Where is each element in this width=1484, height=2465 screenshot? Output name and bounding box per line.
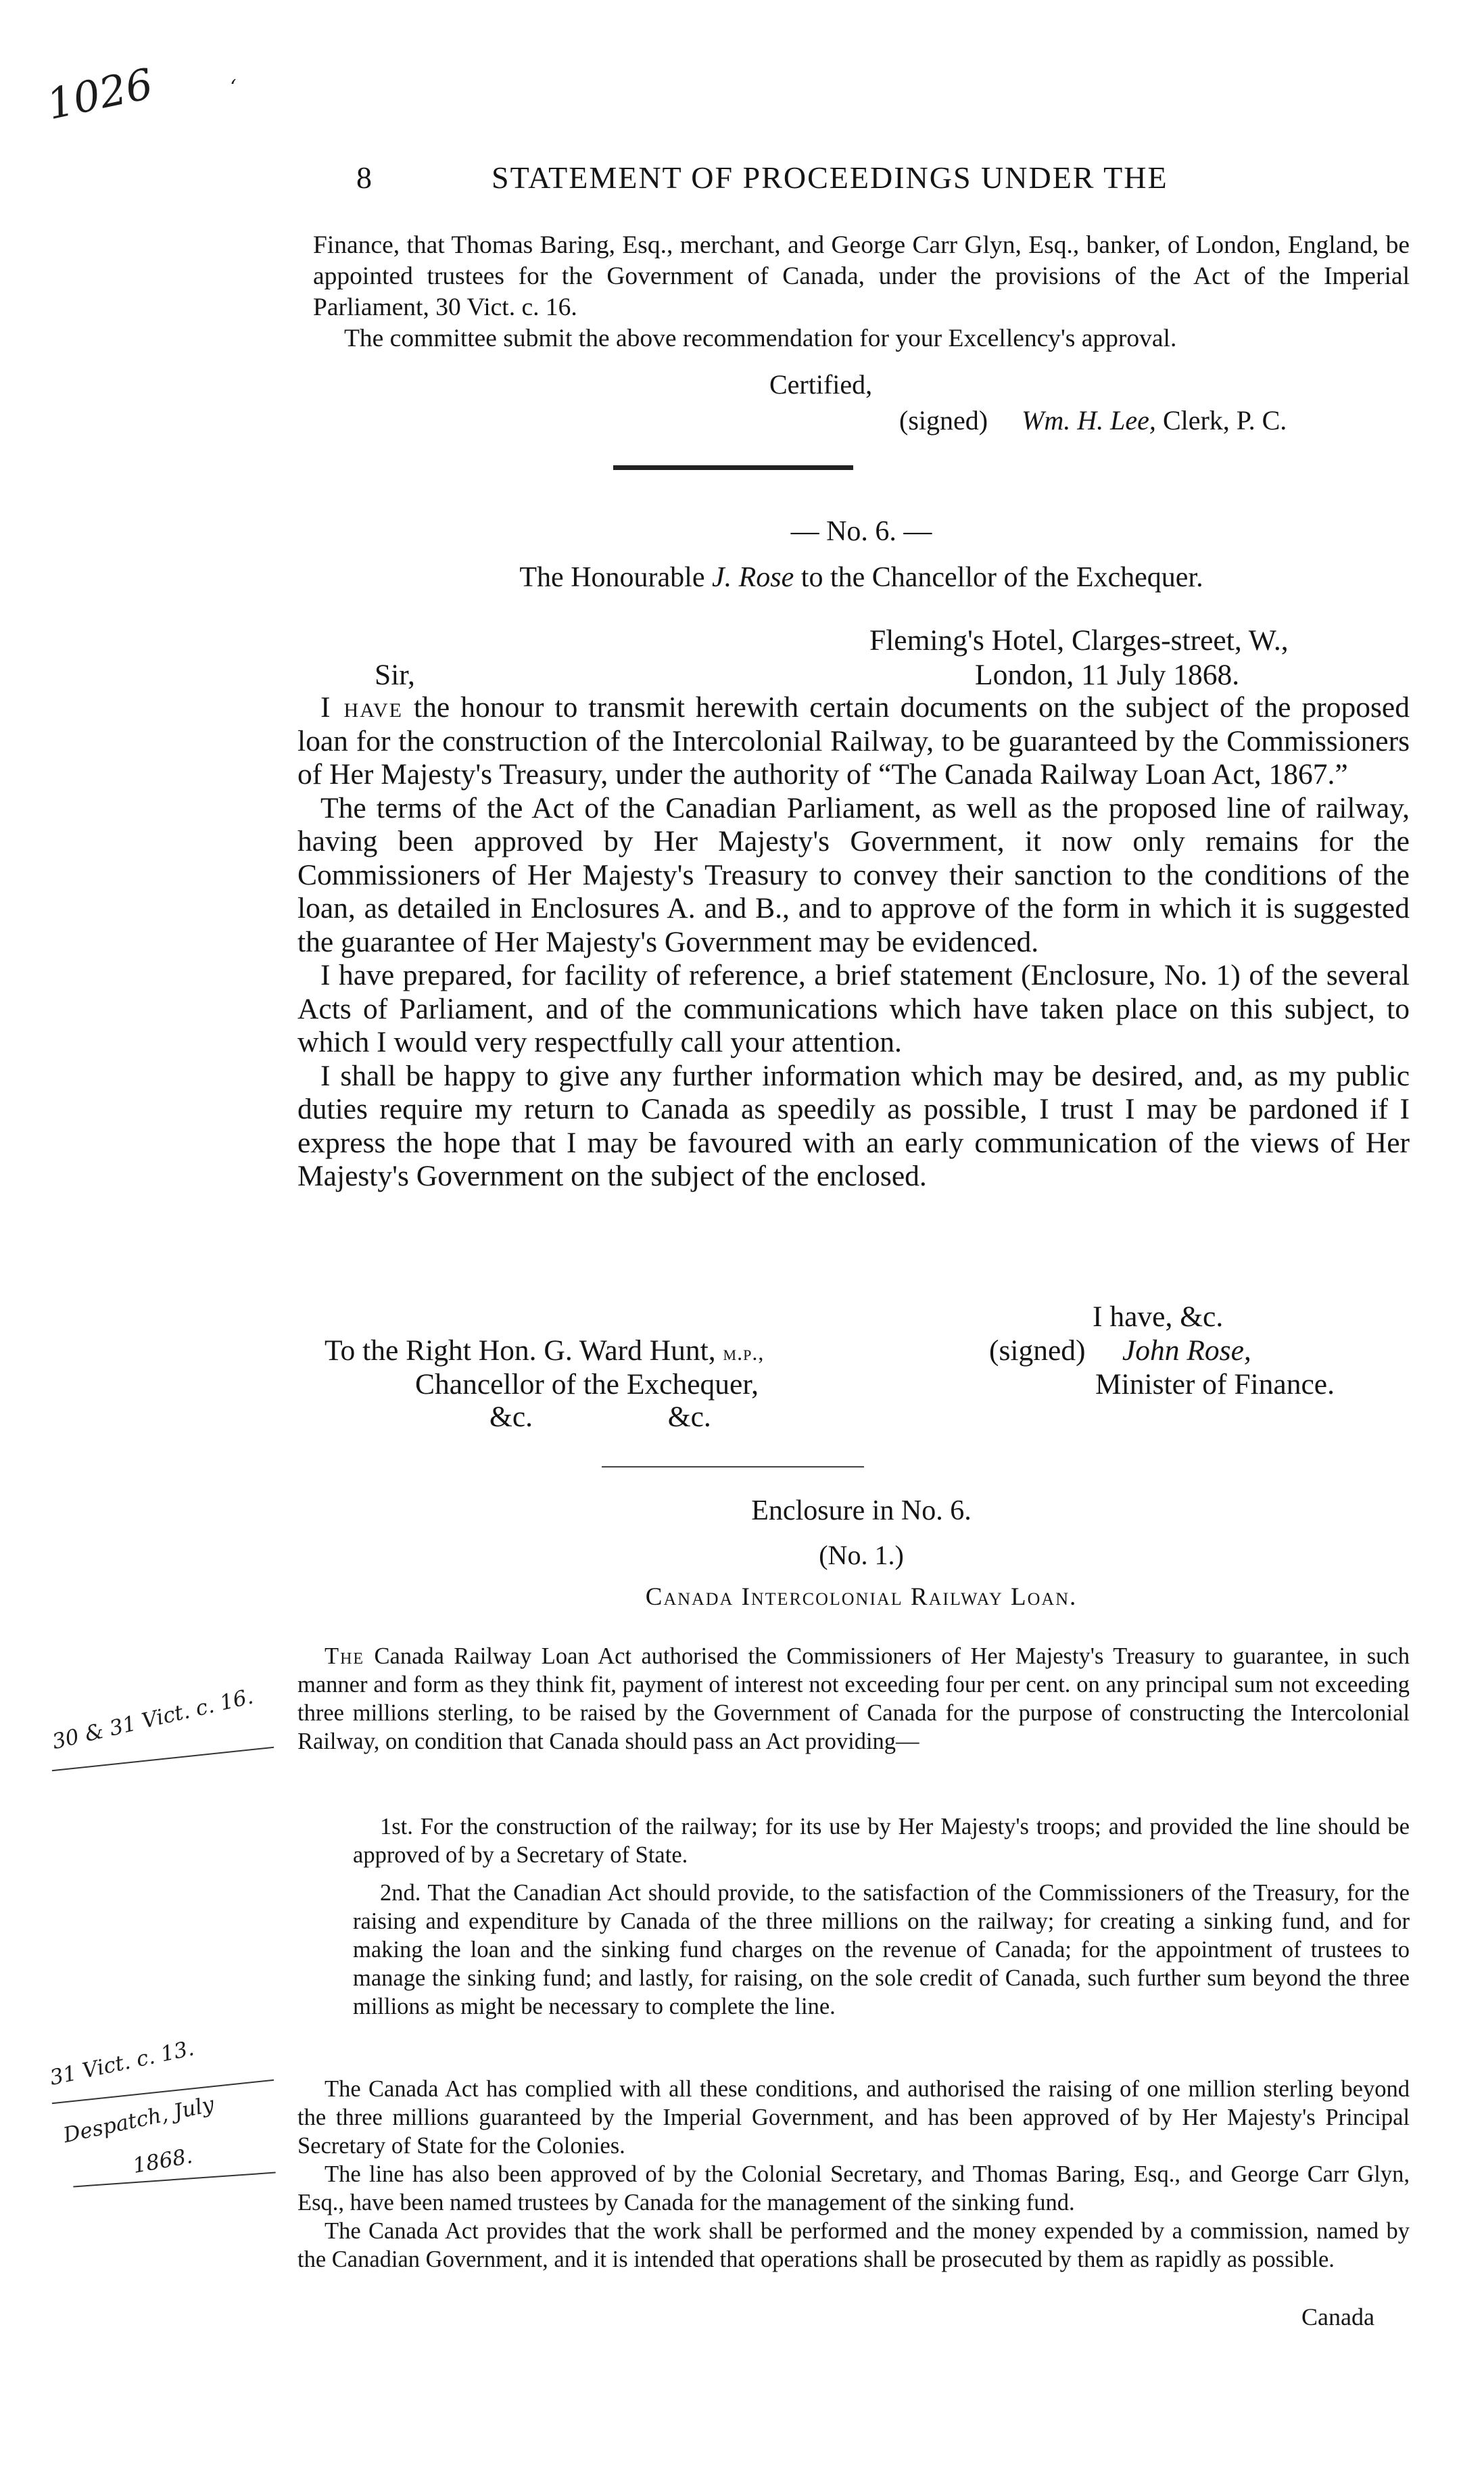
addressee-etc-1: &c. bbox=[489, 1401, 533, 1433]
letter-paragraph-1 bbox=[297, 691, 1410, 792]
heading-sender: J. Rose bbox=[711, 562, 794, 593]
running-title: STATEMENT OF PROCEEDINGS UNDER THE bbox=[492, 160, 1168, 195]
signed-label: (signed) bbox=[899, 405, 988, 436]
margin-note-statute-1: 30 & 31 Vict. c. 16. bbox=[49, 1684, 256, 1754]
letter-heading bbox=[313, 561, 1410, 594]
margin-note-despatch-year: 1868. bbox=[130, 2144, 195, 2178]
addressee-postnominal: m.p., bbox=[723, 1340, 765, 1365]
page-number: 8 bbox=[356, 160, 372, 195]
letter-signed-label: (signed) bbox=[989, 1334, 1086, 1367]
enclosure-title: Canada Intercolonial Railway Loan. bbox=[645, 1583, 1078, 1611]
enclosure-opening-word: The bbox=[325, 1643, 365, 1669]
margin-note-underline-3 bbox=[73, 2172, 275, 2188]
margin-note-underline-1 bbox=[52, 1747, 274, 1771]
letter-paragraph-4: I shall be happy to give any further information which may be desired, and, as my public duties require my return to Canada as speedily as possible, I trust I may be pardoned if I express the hope that I may be favoured with an early communication of the views of Her Majesty's Government on the subject of the enclosed. bbox=[297, 1059, 1410, 1192]
addressee-etc-2: &c. bbox=[667, 1401, 711, 1433]
letter-opening-words: I have bbox=[320, 691, 403, 724]
margin-note-despatch: Despatch, July bbox=[61, 2092, 216, 2148]
margin-note-statute-2: 31 Vict. c. 13. bbox=[47, 2036, 197, 2090]
certified-label: Certified, bbox=[769, 369, 873, 400]
letter-addressee-line-2: Chancellor of the Exchequer, bbox=[415, 1368, 759, 1401]
letter-addressee-line-1 bbox=[325, 1334, 764, 1367]
letter-signer-title: Minister of Finance. bbox=[1095, 1368, 1335, 1401]
section-rule bbox=[613, 465, 853, 470]
condition-1: 1st. For the construction of the railway; for its use by Her Majesty's troops; and provided the line should be approved of by a Secretary of State. bbox=[353, 1814, 1410, 1868]
letter-paragraph-2: The terms of the Act of the Canadian Parliament, as well as the proposed line of railway, having been approved by Her Majesty's Government, it now only remains for the Commissioners of Her Majesty's Treasury to convey their sanction to the conditions of the loan, as detailed in Enclosures A. and B., and to approve of the form in which it is suggested the guarantee of Her Majesty's Government may be evidenced. bbox=[297, 791, 1410, 958]
letter-signature bbox=[989, 1334, 1251, 1367]
letter-addressee-line-3 bbox=[489, 1400, 711, 1434]
enclosure-subheading: (No. 1.) bbox=[819, 1540, 904, 1570]
addressee-name: To the Right Hon. G. Ward Hunt, bbox=[325, 1334, 716, 1367]
letter-body bbox=[297, 691, 1410, 1194]
enclosure-paragraph-complied: The Canada Act has complied with all these conditions, and authorised the raising of one million sterling beyond the three millions guaranteed by the Imperial Government, and has been approved of by Her Majesty's Principal Secretary of State for the Colonies. bbox=[297, 2076, 1410, 2159]
enclosure-conditions bbox=[353, 1812, 1410, 2021]
enclosure-intro-text: Canada Railway Loan Act authorised the Commissioners of Her Majesty's Treasury to guarantee, in such manner and form as they think fit, payment of interest not exceeding four per cent. on any principal sum not exceeding three millions sterling, to be raised by the Government of Canada for the purpose of constructing the Intercolonial Railway, on condition that Canada should pass an Act providing— bbox=[297, 1643, 1410, 1754]
catchword: Canada bbox=[1301, 2303, 1374, 2330]
heading-prefix: The Honourable bbox=[519, 562, 705, 593]
minute-paragraph-2: The committee submit the above recommendation for your Excellency's approval. bbox=[344, 325, 1177, 352]
letter-signer-name: John Rose, bbox=[1122, 1334, 1251, 1367]
minute-paragraph-1: Finance, that Thomas Baring, Esq., merchant, and George Carr Glyn, Esq., banker, of London, England, be appointed trustees for the Government of Canada, under the provisions of the Act of the Imperial Parliament, 30 Vict. c. 16. bbox=[313, 231, 1410, 321]
letter-closing: I have, &c. bbox=[1093, 1300, 1224, 1333]
condition-2: 2nd. That the Canadian Act should provide, to the satisfaction of the Commissioners of the Treasury, for the raising and expenditure by Canada of the three millions on the railway; for creating a sinking fund, and for making the loan and the sinking fund charges on the revenue of Canada; for the appointment of trustees to manage the sinking fund; and lastly, for raising, on the sole credit of Canada, such further sum beyond the three millions as might be necessary to complete the line. bbox=[353, 1880, 1410, 2019]
enclosure-divider bbox=[602, 1466, 864, 1468]
letter-paragraph-1-text: the honour to transmit herewith certain documents on the subject of the proposed loan for the construction of the Intercolonial Railway, to be guaranteed by the Commissioners of Her Majesty's Treasury, under the authority of “The Canada Railway Loan Act, 1867.” bbox=[297, 691, 1410, 791]
enclosure-paragraph-line: The line has also been approved of by the Colonial Secretary, and Thomas Baring, Esq., and George Carr Glyn, Esq., have been named trustees by Canada for the management of the sinking fund. bbox=[297, 2161, 1410, 2215]
minute-signature bbox=[899, 404, 1287, 436]
enclosure-intro bbox=[297, 1642, 1410, 1756]
letter-paragraph-3: I have prepared, for facility of reference, a brief statement (Enclosure, No. 1) of the several Acts of Parliament, and of the communications which have taken place on this subject, to which I would very respectfully call your attention. bbox=[297, 959, 1410, 1058]
heading-recipient: to the Chancellor of the Exchequer. bbox=[800, 562, 1203, 593]
enclosure-paragraph-work: The Canada Act provides that the work shall be performed and the money expended by a commission, named by the Canadian Government, and it is intended that operations shall be prosecuted by them as rapidly as possible. bbox=[297, 2218, 1410, 2272]
signer-name: Wm. H. Lee, bbox=[1022, 405, 1156, 436]
letter-address: Fleming's Hotel, Clarges-street, W., bbox=[869, 624, 1289, 657]
pencil-tick-mark: ʻ bbox=[230, 76, 237, 99]
signer-title: Clerk, P. C. bbox=[1162, 405, 1287, 436]
enclosure-intro-paragraph bbox=[297, 1642, 1410, 1756]
minute-text bbox=[313, 230, 1410, 354]
enclosure-body bbox=[297, 2075, 1410, 2274]
letter-salutation: Sir, bbox=[375, 659, 415, 691]
handwritten-folio-number: 1026 bbox=[42, 58, 158, 129]
letter-date: London, 11 July 1868. bbox=[975, 659, 1240, 691]
document-number: — No. 6. — bbox=[790, 516, 932, 547]
enclosure-heading: Enclosure in No. 6. bbox=[751, 1495, 972, 1526]
